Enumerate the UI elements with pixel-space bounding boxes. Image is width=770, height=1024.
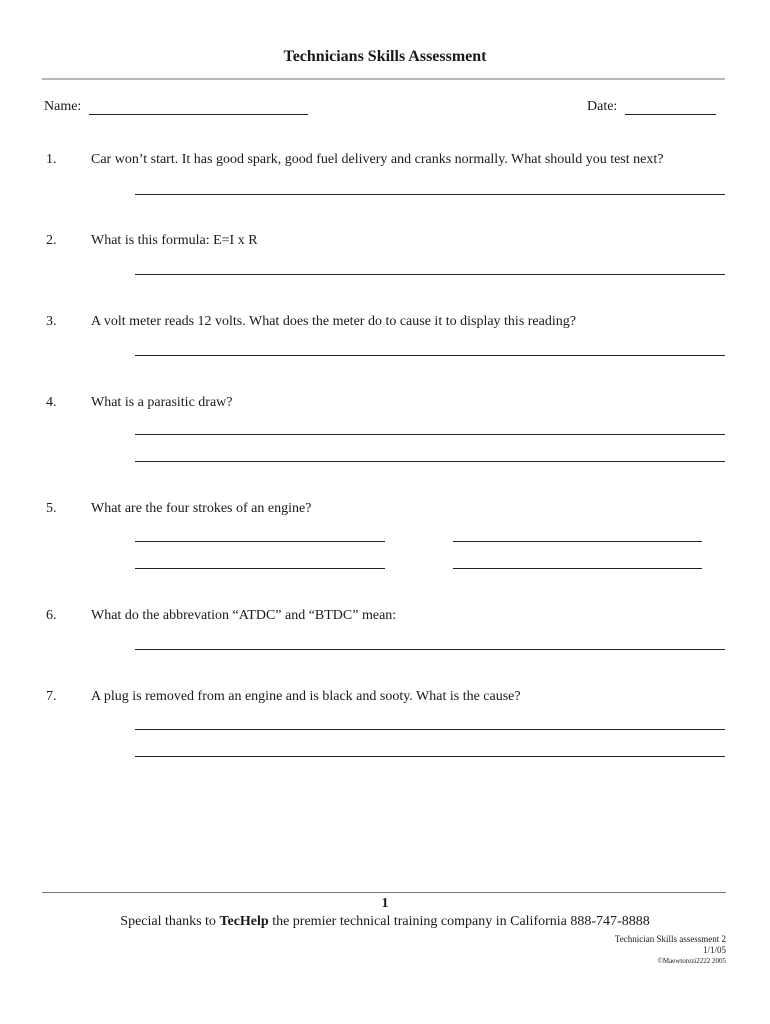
name-field[interactable] — [89, 114, 308, 115]
question-text: What are the four strokes of an engine? — [91, 501, 312, 516]
page-title: Technicians Skills Assessment — [283, 48, 487, 65]
question-text: What is a parasitic draw? — [91, 395, 233, 410]
title-divider — [42, 78, 725, 80]
answer-line[interactable] — [135, 434, 725, 435]
question-number: 3. — [46, 314, 57, 329]
date-field[interactable] — [625, 114, 716, 115]
question-text: A plug is removed from an engine and is black and sooty. What is the cause? — [91, 689, 521, 704]
copyright-notice: ©Maewtorezi2222 2005 — [657, 957, 726, 965]
answer-line[interactable] — [453, 541, 702, 542]
name-label: Name: — [44, 99, 82, 114]
question-text: What is this formula: E=I x R — [91, 233, 258, 248]
answer-line[interactable] — [453, 568, 702, 569]
question-number: 1. — [46, 152, 57, 167]
answer-line[interactable] — [135, 568, 385, 569]
question-number: 4. — [46, 395, 57, 410]
document-date: 1/1/05 — [702, 945, 726, 955]
answer-line[interactable] — [135, 461, 725, 462]
document-name: Technician Skills assessment 2 — [614, 934, 726, 944]
question-number: 6. — [46, 608, 57, 623]
question-text: What do the abbrevation “ATDC” and “BTDC” mean: — [91, 608, 397, 623]
company-name: TecHelp — [219, 914, 269, 929]
answer-line[interactable] — [135, 649, 725, 650]
question-number: 5. — [46, 501, 57, 516]
answer-line[interactable] — [135, 729, 725, 730]
date-label: Date: — [587, 99, 618, 114]
footer-thanks — [0, 914, 770, 930]
thanks-suffix: the premier technical training company in California 888-747-8888 — [272, 914, 650, 929]
footer-divider — [42, 892, 726, 893]
page-number: 1 — [381, 896, 389, 911]
question-text: A volt meter reads 12 volts. What does the meter do to cause it to display this reading? — [91, 314, 576, 329]
question-number: 2. — [46, 233, 57, 248]
answer-line[interactable] — [135, 756, 725, 757]
answer-line[interactable] — [135, 274, 725, 275]
answer-line[interactable] — [135, 355, 725, 356]
thanks-prefix: Special thanks to — [120, 914, 216, 929]
question-text: Car won’t start. It has good spark, good fuel delivery and cranks normally. What should you test next? — [91, 152, 664, 167]
answer-line[interactable] — [135, 541, 385, 542]
answer-line[interactable] — [135, 194, 725, 195]
question-number: 7. — [46, 689, 57, 704]
